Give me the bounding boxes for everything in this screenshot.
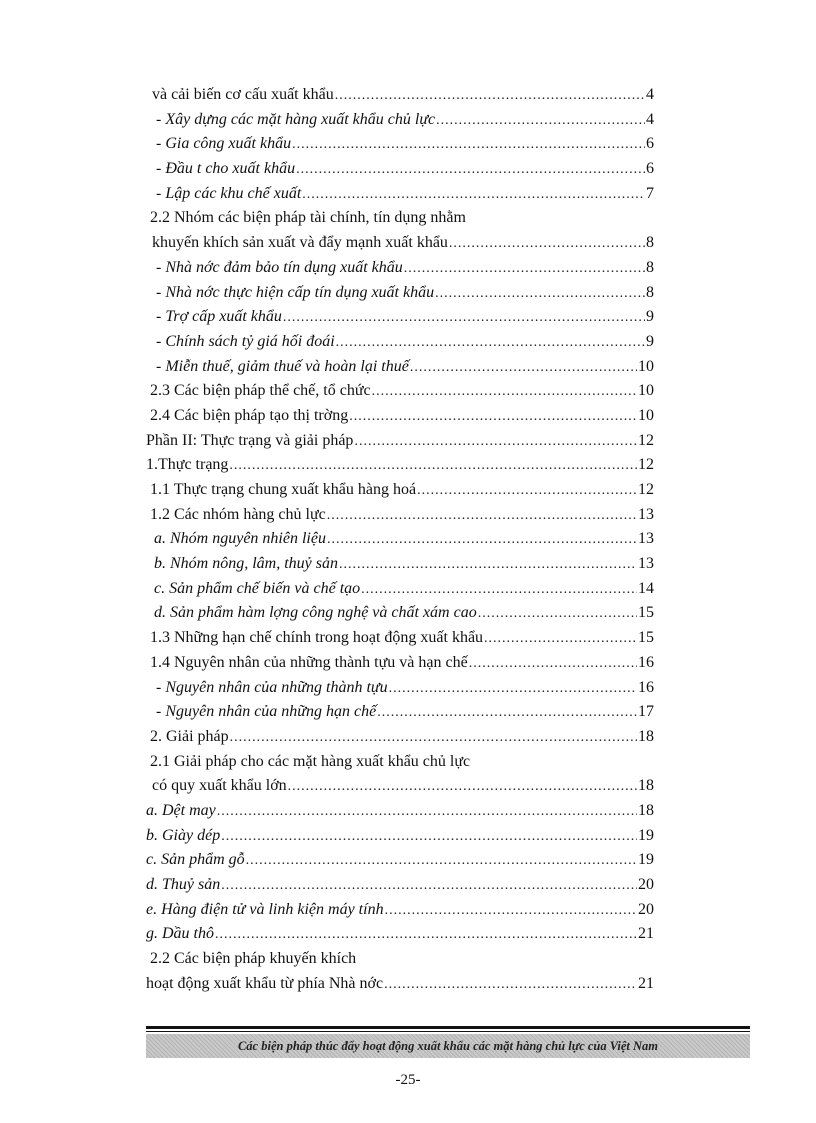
toc-entry — [146, 530, 654, 555]
toc-leader-dots — [217, 804, 637, 820]
toc-entry — [146, 308, 654, 333]
toc-entry-page: 10 — [638, 357, 654, 375]
toc-entry-text: d. Sản phẩm hàm lợng công nghệ và chất xám cao — [154, 604, 477, 622]
toc-entry-text: 1.1 Thực trạng chung xuất khẩu hàng hoá — [150, 481, 417, 498]
footer-rule-thin — [146, 1031, 750, 1032]
toc-entry-page: 13 — [638, 530, 654, 548]
toc-entry-text: 2.2 Nhóm các biện pháp tài chính, tín dụng nhằm — [150, 209, 466, 227]
toc-leader-dots — [377, 705, 637, 721]
toc-entry — [146, 456, 654, 481]
toc-entry-text: và cải biến cơ cấu xuất khẩu — [152, 86, 334, 103]
toc-entry-page: 13 — [638, 505, 654, 523]
toc-entry-text: - Miễn thuế, giảm thuế và hoàn lại thuế — [156, 357, 409, 375]
table-of-contents — [146, 86, 654, 999]
toc-entry — [146, 185, 654, 210]
toc-leader-dots — [230, 730, 637, 746]
toc-entry — [146, 135, 654, 160]
toc-entry — [146, 234, 654, 259]
toc-entry-text: - Lập các khu chế xuất — [156, 184, 302, 202]
toc-entry-text: 2.4 Các biện pháp tạo thị trờng — [150, 406, 349, 424]
toc-entry-text: 1.Thực trạng — [146, 456, 229, 474]
footer-rule-thick — [146, 1026, 750, 1029]
toc-leader-dots — [221, 878, 637, 894]
toc-entry — [146, 555, 654, 580]
toc-leader-dots — [384, 977, 637, 993]
toc-entry-page: 12 — [638, 431, 654, 449]
toc-entry-text: 2.2 Các biện pháp khuyến khích — [150, 950, 357, 968]
toc-entry-text: 2. Giải pháp — [150, 727, 229, 745]
toc-entry — [146, 950, 654, 975]
toc-entry — [146, 728, 654, 753]
toc-entry-page: 13 — [638, 555, 654, 573]
toc-entry-text: d. Thuỷ sản — [146, 876, 221, 893]
toc-entry-page: 19 — [638, 826, 654, 844]
toc-leader-dots — [215, 927, 637, 943]
toc-leader-dots — [296, 162, 645, 178]
toc-entry-page: 19 — [638, 851, 654, 869]
toc-leader-dots — [372, 384, 637, 400]
toc-entry-page: 21 — [638, 974, 654, 992]
toc-entry-page: 7 — [646, 184, 654, 202]
toc-leader-dots — [389, 681, 637, 697]
toc-entry-page: 9 — [646, 332, 654, 350]
toc-entry-page: 8 — [646, 283, 654, 301]
toc-entry — [146, 86, 654, 111]
toc-entry — [146, 580, 654, 605]
toc-entry-text: c. Sản phẩm gỗ — [146, 851, 245, 869]
toc-entry — [146, 851, 654, 876]
toc-entry — [146, 629, 654, 654]
toc-entry — [146, 209, 654, 234]
toc-leader-dots — [336, 335, 645, 351]
toc-entry-text: - Nhà nớc đảm bảo tín dụng xuất khẩu — [156, 258, 403, 276]
toc-entry — [146, 777, 654, 802]
toc-entry-text: có quy xuất khẩu lớn — [152, 777, 287, 795]
toc-entry-text: 1.3 Những hạn chế chính trong hoạt động xuất khẩu — [150, 629, 484, 647]
toc-entry-page: 18 — [638, 727, 654, 745]
toc-entry — [146, 358, 654, 383]
toc-entry-page: 10 — [638, 406, 654, 424]
toc-entry-text: hoạt động xuất khẩu từ phía Nhà nớc — [146, 974, 384, 992]
toc-entry — [146, 654, 654, 679]
toc-leader-dots — [417, 483, 637, 499]
toc-entry-page: 4 — [646, 86, 654, 103]
toc-entry-page: 8 — [646, 258, 654, 276]
toc-leader-dots — [478, 606, 637, 622]
toc-entry-page: 20 — [638, 900, 654, 918]
toc-entry — [146, 111, 654, 136]
toc-entry — [146, 753, 654, 778]
toc-entry-text: a. Dệt may — [146, 801, 216, 819]
toc-entry-page: 12 — [638, 456, 654, 474]
toc-entry — [146, 802, 654, 827]
toc-entry-page: 21 — [638, 925, 654, 943]
toc-leader-dots — [385, 903, 637, 919]
toc-entry-text: 2.3 Các biện pháp thể chế, tổ chức — [150, 382, 371, 400]
toc-entry-page: 20 — [638, 876, 654, 893]
toc-entry-page: 14 — [638, 579, 654, 597]
toc-entry-page: 6 — [646, 135, 654, 153]
toc-entry-text: 1.4 Nguyên nhân của những thành tựu và hạn chế — [150, 653, 468, 671]
toc-entry-page: 12 — [638, 481, 654, 498]
toc-entry-text: - Xây dựng các mặt hàng xuất khẩu chủ lực — [156, 110, 436, 128]
toc-entry — [146, 333, 654, 358]
toc-entry — [146, 407, 654, 432]
toc-leader-dots — [335, 88, 645, 104]
toc-leader-dots — [302, 187, 645, 203]
toc-entry — [146, 481, 654, 506]
toc-entry-text: a. Nhóm nguyên nhiên liệu — [154, 530, 326, 548]
toc-entry-text: - Nguyên nhân của những hạn chế — [156, 703, 377, 721]
toc-entry-text: - Gia công xuất khẩu — [156, 135, 292, 153]
toc-entry — [146, 901, 654, 926]
toc-entry — [146, 925, 654, 950]
toc-leader-dots — [410, 360, 637, 376]
toc-entry-text: 2.1 Giải pháp cho các mặt hàng xuất khẩu chủ lực — [150, 752, 471, 770]
toc-entry-text: c. Sản phẩm chế biến và chế tạo — [154, 579, 361, 597]
toc-entry-text: - Nhà nớc thực hiện cấp tín dụng xuất khẩu — [156, 283, 435, 301]
toc-entry-text: Phần II: Thực trạng và giải pháp — [146, 431, 354, 449]
toc-entry — [146, 975, 654, 1000]
toc-entry-page: 18 — [638, 801, 654, 819]
toc-leader-dots — [221, 829, 637, 845]
toc-entry-page: 16 — [638, 653, 654, 671]
toc-entry — [146, 284, 654, 309]
toc-leader-dots — [484, 631, 637, 647]
toc-leader-dots — [246, 853, 637, 869]
toc-leader-dots — [229, 458, 637, 474]
toc-entry-page: 8 — [646, 234, 654, 252]
toc-entry-page: 9 — [646, 308, 654, 326]
toc-entry — [146, 827, 654, 852]
toc-entry — [146, 432, 654, 457]
toc-leader-dots — [435, 286, 645, 302]
toc-leader-dots — [354, 434, 637, 450]
toc-entry-text: 1.2 Các nhóm hàng chủ lực — [150, 505, 326, 523]
toc-entry — [146, 679, 654, 704]
toc-leader-dots — [349, 409, 637, 425]
toc-leader-dots — [283, 310, 645, 326]
toc-entry — [146, 259, 654, 284]
toc-entry-text: - Chính sách tỷ giá hối đoái — [156, 332, 335, 350]
toc-leader-dots — [339, 557, 637, 573]
toc-leader-dots — [436, 113, 645, 129]
toc-leader-dots — [292, 137, 645, 153]
toc-entry — [146, 506, 654, 531]
toc-entry-text: - Đầu t cho xuất khẩu — [156, 160, 296, 178]
toc-entry-page: 6 — [646, 160, 654, 178]
toc-entry-page: 15 — [638, 629, 654, 647]
toc-leader-dots — [449, 236, 645, 252]
toc-entry — [146, 876, 654, 901]
toc-leader-dots — [288, 779, 637, 795]
toc-entry — [146, 382, 654, 407]
toc-entry-text: - Trợ cấp xuất khẩu — [156, 308, 282, 326]
page-number: -25- — [395, 1072, 421, 1088]
toc-leader-dots — [327, 532, 637, 548]
toc-entry-text: - Nguyên nhân của những thành tựu — [156, 678, 388, 696]
toc-leader-dots — [361, 582, 637, 598]
toc-entry-page: 4 — [646, 110, 654, 128]
toc-entry-text: b. Nhóm nông, lâm, thuỷ sản — [154, 555, 338, 573]
toc-leader-dots — [327, 508, 637, 524]
toc-entry — [146, 604, 654, 629]
toc-entry — [146, 160, 654, 185]
toc-entry-text: khuyến khích sản xuất và đẩy mạnh xuất khẩu — [152, 234, 448, 252]
toc-entry-page: 18 — [638, 777, 654, 795]
toc-entry-page: 10 — [638, 382, 654, 400]
toc-entry-page: 17 — [638, 703, 654, 721]
toc-entry-text: e. Hàng điện tử và linh kiện máy tính — [146, 900, 384, 918]
toc-leader-dots — [404, 261, 645, 277]
footer-band — [146, 1034, 750, 1058]
toc-entry-text: b. Giày dép — [146, 826, 221, 844]
footer-title: Các biện pháp thúc đẩy hoạt động xuất khẩu các mặt hàng chủ lực của Việt Nam — [237, 1038, 659, 1053]
toc-entry — [146, 703, 654, 728]
toc-entry-page: 16 — [638, 678, 654, 696]
toc-leader-dots — [469, 656, 637, 672]
toc-entry-text: g. Dầu thô — [146, 925, 214, 943]
toc-entry-page: 15 — [638, 604, 654, 622]
